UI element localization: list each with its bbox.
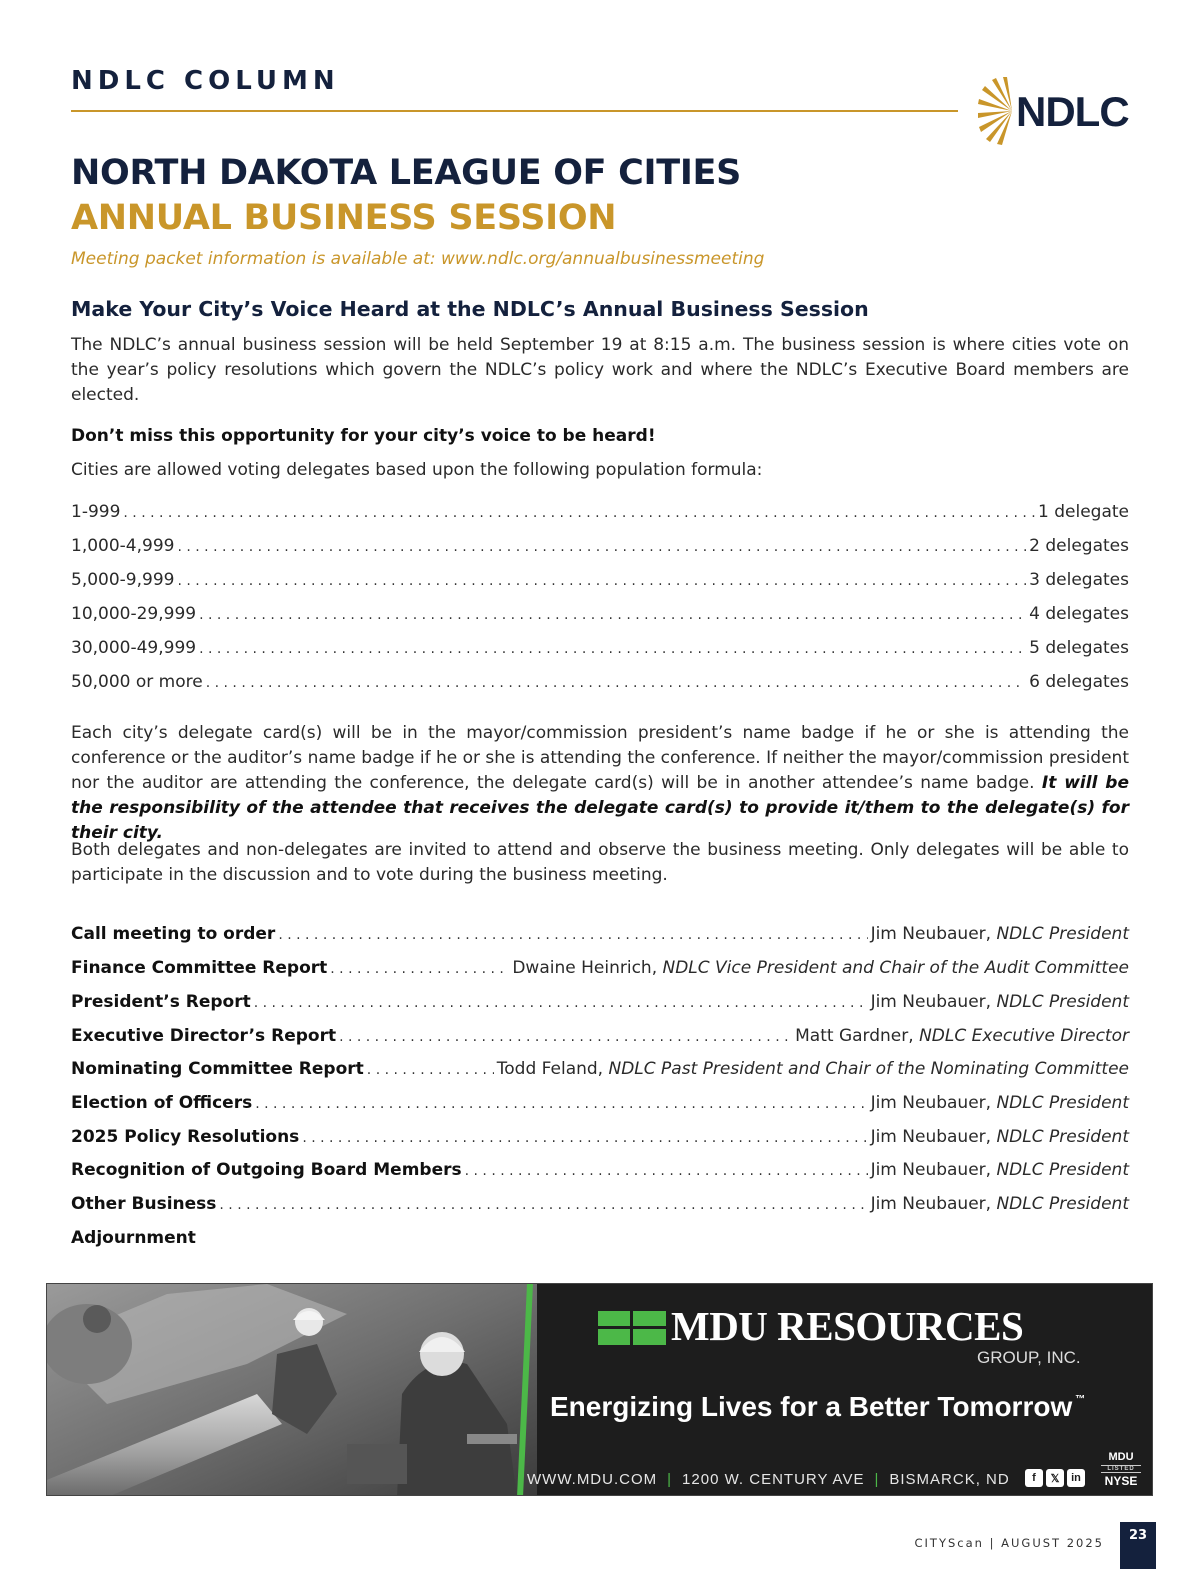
delegate-row [71, 638, 1129, 658]
trademark-mark: ™ [1075, 1394, 1086, 1405]
mdu-wordmark: MDU RESOURCES [671, 1303, 1024, 1349]
agenda-row [71, 1026, 1129, 1046]
agenda-item: Election of Officers [71, 1093, 253, 1113]
article-subheading: Make Your City’s Voice Heard at the NDLC’s Annual Business Session [71, 297, 869, 321]
dot-leader [123, 502, 1035, 522]
delegate-count: 6 delegates [1029, 672, 1129, 692]
delegate-row [71, 502, 1129, 522]
header-divider [71, 110, 958, 112]
agenda-row [71, 1127, 1129, 1147]
agenda-presenter: Matt Gardner, NDLC Executive Director [795, 1026, 1129, 1046]
dot-leader [339, 1026, 792, 1046]
agenda-item: Recognition of Outgoing Board Members [71, 1160, 462, 1180]
population-range: 1,000-4,999 [71, 536, 175, 556]
population-range: 1-999 [71, 502, 121, 522]
agenda-row [71, 1160, 1129, 1180]
agenda-presenter: Dwaine Heinrich, NDLC Vice President and Chair of the Audit Committee [512, 958, 1129, 978]
delegate-row [71, 672, 1129, 692]
agenda-item: 2025 Policy Resolutions [71, 1127, 300, 1147]
agenda-row [71, 924, 1129, 944]
agenda-row [71, 1194, 1129, 1214]
agenda-row [71, 1059, 1129, 1079]
ad-address: 1200 W. CENTURY AVE [682, 1471, 865, 1488]
dot-leader [367, 1059, 494, 1079]
agenda-item: Finance Committee Report [71, 958, 328, 978]
dot-leader [330, 958, 509, 978]
mdu-wordmark-sub: GROUP, INC. [977, 1348, 1081, 1367]
delegate-count: 3 delegates [1029, 570, 1129, 590]
agenda-item: Nominating Committee Report [71, 1059, 364, 1079]
delegate-count: 2 delegates [1029, 536, 1129, 556]
agenda-presenter: Todd Feland, NDLC Past President and Chair of the Nominating Committee [496, 1059, 1129, 1079]
agenda-row [71, 958, 1129, 978]
population-range: 10,000-29,999 [71, 604, 197, 624]
agenda-item: Other Business [71, 1194, 217, 1214]
dot-leader [302, 1127, 867, 1147]
footer-publication: CITYScan | AUGUST 2025 [914, 1536, 1104, 1550]
delegate-row [71, 536, 1129, 556]
delegate-row [71, 604, 1129, 624]
ndlc-logo [976, 74, 1136, 148]
agenda-item: Adjournment [71, 1228, 196, 1248]
linkedin-icon[interactable]: in [1067, 1469, 1085, 1487]
ad-website-link[interactable]: WWW.MDU.COM [527, 1471, 658, 1488]
delegate-row [71, 570, 1129, 590]
sunburst-icon [976, 76, 1016, 146]
agenda-item: President’s Report [71, 992, 251, 1012]
agenda-item: Call meeting to order [71, 924, 276, 944]
delegate-count: 5 delegates [1029, 638, 1129, 658]
facebook-icon[interactable]: f [1025, 1469, 1043, 1487]
ad-contact-line [527, 1471, 1010, 1488]
delegate-card-paragraph [71, 721, 1129, 846]
agenda-presenter: Jim Neubauer, NDLC President [870, 1160, 1129, 1180]
dot-leader [254, 992, 868, 1012]
section-label: NDLC COLUMN [71, 66, 340, 96]
agenda-presenter: Jim Neubauer, NDLC President [870, 924, 1129, 944]
mdu-advertisement[interactable] [46, 1283, 1153, 1496]
agenda-presenter: Jim Neubauer, NDLC President [870, 992, 1129, 1012]
page-number: 23 [1120, 1522, 1156, 1569]
formula-intro: Cities are allowed voting delegates based upon the following population formula: [71, 460, 763, 480]
attendance-paragraph: Both delegates and non-delegates are invited to attend and observe the business meeting. Only delegates will be able to participate in the discussion and to vote during the business meeting. [71, 840, 1129, 885]
ad-city: BISMARCK, ND [889, 1471, 1010, 1488]
delegate-card-text: Each city’s delegate card(s) will be in the mayor/commission president’s name badge if he or she is attending the conference or the auditor’s name badge if he or she is attending the conference. If neither the mayor/commission president nor the auditor are attending the conference, the delegate card(s) will be in another attendee’s name badge. [71, 723, 1129, 793]
intro-paragraph: The NDLC’s annual business session will be held September 19 at 8:15 a.m. The business session is where cities vote on the year’s policy resolutions which govern the NDLC’s policy work and where the NDLC’s Executive Board members are elected. [71, 335, 1129, 405]
logo-wordmark: NDLC [1016, 88, 1129, 135]
x-icon[interactable]: 𝕏 [1046, 1469, 1064, 1487]
agenda-presenter: Jim Neubauer, NDLC President [870, 1194, 1129, 1214]
delegate-card-emphasis: It will be the responsibility of the attendee that receives the delegate card(s) to provide it/them to the delegate(s) for their city. [71, 773, 1129, 843]
agenda-row [71, 1228, 1129, 1248]
workers-photo [47, 1284, 537, 1496]
delegate-count: 1 delegate [1038, 502, 1129, 522]
nyse-listed-badge: MDU LISTED NYSE [1101, 1452, 1141, 1487]
mdu-logo-mark [598, 1311, 666, 1345]
social-icons [1025, 1469, 1085, 1487]
delegate-count: 4 delegates [1029, 604, 1129, 624]
agenda-row [71, 992, 1129, 1012]
dot-leader [177, 570, 1026, 590]
agenda-item: Executive Director’s Report [71, 1026, 337, 1046]
population-range: 30,000-49,999 [71, 638, 197, 658]
page-title-line1: NORTH DAKOTA LEAGUE OF CITIES [71, 153, 742, 193]
dot-leader [199, 638, 1026, 658]
green-accent-bar [517, 1284, 533, 1496]
dot-leader [199, 604, 1026, 624]
dot-leader [219, 1194, 867, 1214]
agenda-row [71, 1093, 1129, 1113]
dot-leader [255, 1093, 867, 1113]
agenda-presenter: Jim Neubauer, NDLC President [870, 1093, 1129, 1113]
ad-tagline: Energizing Lives for a Better Tomorrow ™ [550, 1391, 1086, 1422]
callout-line: Don’t miss this opportunity for your city’s voice to be heard! [71, 426, 656, 446]
page-title-line2: ANNUAL BUSINESS SESSION [71, 198, 617, 238]
dot-leader [206, 672, 1026, 692]
separator: | [874, 1471, 880, 1488]
population-range: 5,000-9,999 [71, 570, 175, 590]
population-range: 50,000 or more [71, 672, 203, 692]
separator: | [667, 1471, 673, 1488]
packet-info-note: Meeting packet information is available at: www.ndlc.org/annualbusinessmeeting [71, 249, 765, 269]
agenda-presenter: Jim Neubauer, NDLC President [870, 1127, 1129, 1147]
dot-leader [177, 536, 1026, 556]
dot-leader [465, 1160, 868, 1180]
dot-leader [278, 924, 867, 944]
